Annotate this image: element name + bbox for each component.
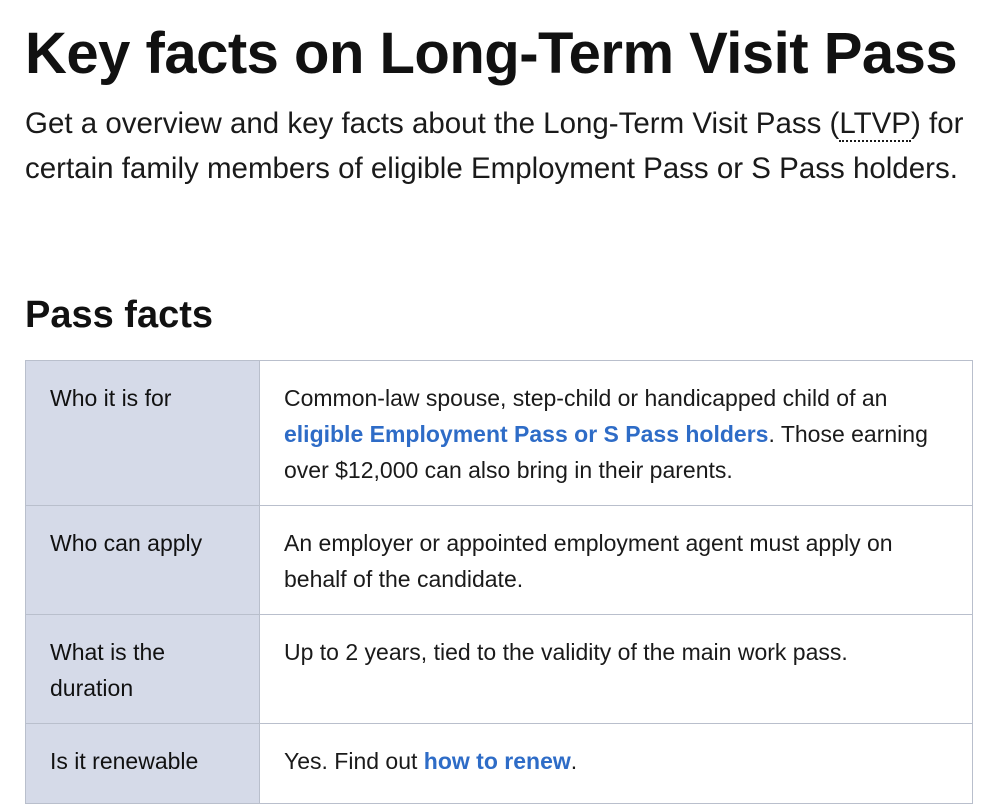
row-label-who-can-apply: Who can apply: [26, 506, 260, 615]
value-text: Common-law spouse, step-child or handicapped child of an: [284, 385, 888, 411]
table-row: [26, 724, 973, 804]
section-heading-pass-facts: Pass facts: [25, 294, 214, 336]
row-label-duration: What is the duration: [26, 615, 260, 724]
row-value-renewable: [260, 724, 973, 804]
table-row: [26, 361, 973, 506]
row-label-who-it-is-for: Who it is for: [26, 361, 260, 506]
page-lead: [25, 101, 965, 191]
lead-text-start: Get a overview and key facts about the Long-Term Visit Pass (: [25, 107, 840, 140]
how-to-renew-link[interactable]: how to renew: [423, 748, 571, 774]
table-row: [26, 615, 973, 724]
value-text: Yes. Find out: [284, 748, 424, 774]
pass-facts-table: [25, 360, 973, 804]
ltvp-abbreviation[interactable]: LTVP: [839, 107, 911, 140]
table-row: [26, 506, 973, 615]
row-value-duration: Up to 2 years, tied to the validity of the main work pass.: [260, 615, 973, 724]
value-text: . Those earning over $12,000 can also bring in their parents.: [284, 421, 928, 483]
lead-text-end: ) for certain family members of eligible Employment Pass or S Pass holders.: [25, 107, 964, 185]
page-title: Key facts on Long-Term Visit Pass: [25, 21, 958, 86]
eligible-holders-link[interactable]: eligible Employment Pass or S Pass holders: [284, 421, 769, 447]
row-value-who-can-apply: An employer or appointed employment agent must apply on behalf of the candidate.: [260, 506, 973, 615]
row-value-who-it-is-for: [260, 361, 973, 506]
row-label-renewable: Is it renewable: [26, 724, 260, 804]
value-text: .: [570, 748, 578, 774]
